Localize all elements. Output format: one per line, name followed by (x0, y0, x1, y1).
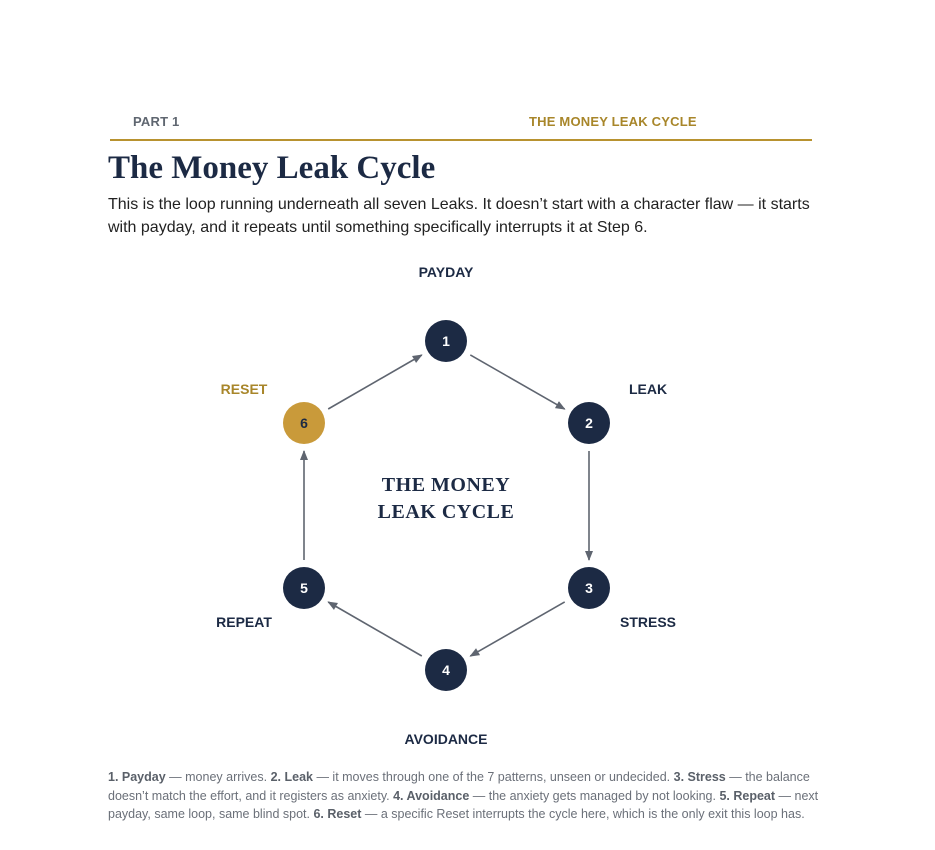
node-4-label: AVOIDANCE (404, 731, 488, 747)
node-1-label: PAYDAY (418, 264, 474, 280)
node-5-number: 5 (300, 580, 308, 596)
center-title-line1: THE MONEY (381, 474, 511, 496)
node-3-label: STRESS (619, 614, 677, 630)
intro-paragraph: This is the loop running underneath all seven Leaks. It doesn’t start with a character flaw — it starts with payday, and it repeats until something specifically interrupts it at Step 6. (108, 196, 810, 236)
page-title: The Money Leak Cycle (108, 150, 436, 186)
node-3-number: 3 (585, 580, 593, 596)
caption-text-4: — the anxiety gets managed by not looking. (469, 788, 720, 803)
caption-term-1: 1. Payday (108, 770, 166, 784)
arrow-6-to-1 (328, 355, 422, 409)
arrow-3-to-4 (470, 602, 564, 656)
node-2-number: 2 (585, 415, 593, 431)
caption-text-2: — it moves through one of the 7 patterns, unseen or undecided. (312, 770, 674, 784)
node-6-number: 6 (300, 415, 308, 431)
cycle-caption (108, 768, 828, 824)
caption-term-3: 3. Stress (673, 770, 726, 784)
node-5-label: REPEAT (216, 614, 272, 630)
caption-term-5: 5. Repeat (719, 788, 776, 803)
chapter-label: THE MONEY LEAK CYCLE (529, 114, 697, 129)
node-1-number: 1 (442, 333, 450, 349)
node-2-label: LEAK (628, 381, 668, 397)
part-label: PART 1 (133, 114, 180, 129)
caption-text-3: — the balance doesn’t match the effort, and it registers as anxiety. (108, 770, 810, 803)
caption-term-4: 4. Avoidance (393, 788, 470, 803)
caption-term-6: 6. Reset (313, 807, 362, 821)
caption-text-5: — next payday, same loop, same blind spot. (108, 788, 819, 821)
caption-text-1: — money arrives. (165, 770, 271, 784)
arrow-4-to-5 (328, 602, 422, 656)
node-4-number: 4 (442, 662, 450, 678)
caption-term-2: 2. Leak (270, 770, 313, 784)
caption-text-6: — a specific Reset interrupts the cycle here, which is the only exit this loop has. (361, 807, 805, 821)
arrow-1-to-2 (470, 355, 564, 409)
center-title-line2: LEAK CYCLE (377, 501, 515, 523)
node-6-label: RESET (220, 381, 268, 397)
